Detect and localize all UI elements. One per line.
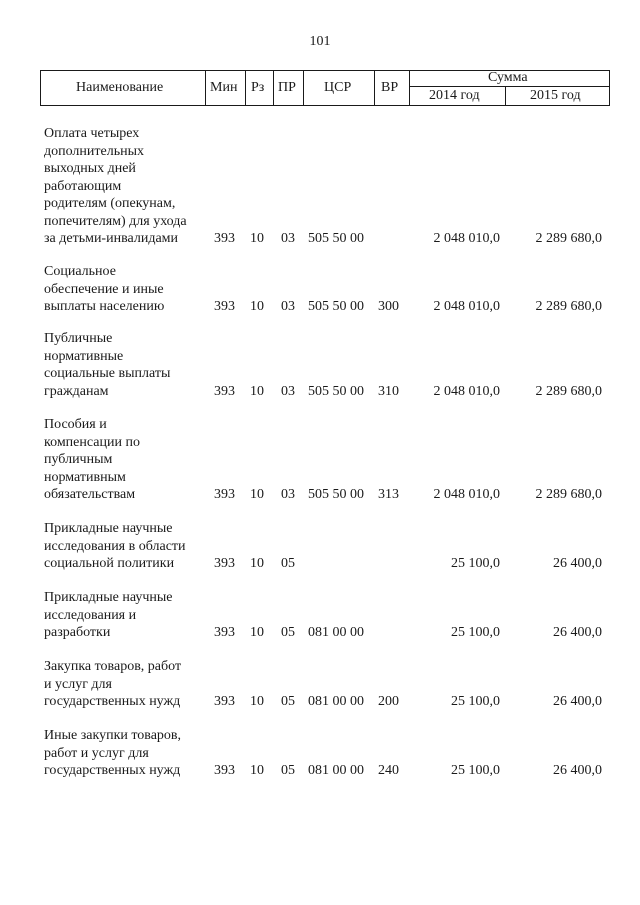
row-name-line: работающим bbox=[44, 178, 122, 194]
header-year-2015: 2015 год bbox=[530, 88, 581, 103]
row-name-line: разработки bbox=[44, 625, 111, 640]
cell-sum-2015: 26 400,0 bbox=[553, 694, 602, 709]
row-name-line: выплаты населению bbox=[44, 299, 165, 314]
row-name bbox=[44, 263, 214, 316]
cell-vr: 200 bbox=[378, 694, 399, 709]
cell-csr: 505 50 00 bbox=[308, 383, 364, 399]
row-name bbox=[44, 589, 214, 642]
cell-sum-2015: 26 400,0 bbox=[553, 625, 602, 640]
cell-min: 393 bbox=[214, 299, 235, 314]
cell-sum-2014: 25 100,0 bbox=[451, 763, 500, 778]
cell-csr: 505 50 00 bbox=[308, 487, 364, 502]
cell-csr: 505 50 00 bbox=[308, 299, 364, 314]
cell-rz: 10 bbox=[250, 694, 264, 709]
sum-subheader-line bbox=[409, 86, 610, 87]
cell-min: 393 bbox=[214, 383, 235, 399]
table-row bbox=[0, 727, 640, 780]
cell-csr: 081 00 00 bbox=[308, 763, 364, 778]
cell-rz: 10 bbox=[250, 487, 264, 502]
row-name-line: исследования и bbox=[44, 607, 137, 623]
row-name-line: Оплата четырех bbox=[44, 126, 140, 141]
cell-sum-2014: 25 100,0 bbox=[451, 625, 500, 640]
header-bottom-border bbox=[40, 105, 610, 106]
table-header bbox=[40, 70, 610, 106]
row-name-line: Закупка товаров, работ bbox=[44, 659, 182, 674]
cell-rz: 10 bbox=[250, 299, 264, 314]
cell-sum-2014: 2 048 010,0 bbox=[433, 299, 500, 314]
row-name-line: социальные выплаты bbox=[44, 366, 171, 381]
row-name bbox=[44, 416, 214, 504]
cell-sum-2014: 25 100,0 bbox=[451, 694, 500, 709]
row-name-line: работ и услуг для bbox=[44, 745, 149, 761]
table-row bbox=[0, 520, 640, 573]
row-name bbox=[44, 330, 214, 400]
row-name-line: публичным bbox=[44, 452, 113, 467]
cell-vr: 300 bbox=[378, 299, 399, 314]
page-number: 101 bbox=[309, 34, 331, 49]
row-name-line: нормативные bbox=[44, 348, 124, 364]
cell-pr: 05 bbox=[281, 763, 295, 778]
header-right-border bbox=[609, 70, 610, 106]
cell-vr: 240 bbox=[378, 763, 399, 778]
row-name-line: Пособия и bbox=[44, 417, 107, 432]
cell-csr: 081 00 00 bbox=[308, 694, 364, 709]
header-vr: ВР bbox=[381, 80, 399, 95]
col-sep-csr bbox=[303, 70, 304, 106]
table-row bbox=[0, 416, 640, 504]
row-name-line: нормативным bbox=[44, 469, 126, 485]
header-year-2014: 2014 год bbox=[429, 88, 480, 103]
header-name: Наименование bbox=[76, 80, 164, 95]
col-sep-min bbox=[205, 70, 206, 106]
header-pr: ПР bbox=[278, 80, 296, 95]
header-sum: Сумма bbox=[488, 70, 528, 85]
cell-rz: 10 bbox=[250, 383, 264, 399]
cell-sum-2015: 26 400,0 bbox=[553, 763, 602, 778]
cell-sum-2014: 2 048 010,0 bbox=[433, 487, 500, 502]
col-sep-pr bbox=[273, 70, 274, 106]
table-row bbox=[0, 589, 640, 642]
table-row bbox=[0, 658, 640, 711]
row-name-line: обеспечение и иные bbox=[44, 281, 164, 297]
row-name-line: попечителям) для ухода bbox=[44, 213, 187, 229]
cell-vr: 310 bbox=[378, 383, 399, 399]
cell-rz: 10 bbox=[250, 763, 264, 778]
cell-pr: 03 bbox=[281, 299, 295, 314]
row-name-line: Прикладные научные bbox=[44, 521, 173, 536]
cell-sum-2014: 2 048 010,0 bbox=[433, 231, 500, 246]
cell-pr: 03 bbox=[281, 383, 295, 399]
cell-sum-2015: 26 400,0 bbox=[553, 556, 602, 571]
header-csr: ЦСР bbox=[324, 80, 352, 95]
header-left-border bbox=[40, 70, 41, 106]
header-min: Мин bbox=[210, 80, 238, 95]
cell-rz: 10 bbox=[250, 625, 264, 640]
row-name-line: Публичные bbox=[44, 331, 113, 346]
cell-sum-2015: 2 289 680,0 bbox=[535, 487, 602, 502]
row-name-line: Иные закупки товаров, bbox=[44, 728, 182, 743]
row-name-line: и услуг для bbox=[44, 676, 112, 692]
cell-sum-2014: 25 100,0 bbox=[451, 556, 500, 571]
header-rz: Рз bbox=[251, 80, 265, 95]
cell-min: 393 bbox=[214, 231, 235, 246]
cell-pr: 05 bbox=[281, 556, 295, 571]
row-name-line: Прикладные научные bbox=[44, 590, 173, 605]
cell-min: 393 bbox=[214, 556, 235, 571]
col-sep-years bbox=[505, 86, 506, 106]
table-row bbox=[0, 263, 640, 316]
cell-pr: 05 bbox=[281, 625, 295, 640]
cell-csr: 081 00 00 bbox=[308, 625, 364, 640]
row-name bbox=[44, 125, 214, 248]
row-name-line: гражданам bbox=[44, 383, 109, 399]
row-name-line: обязательствам bbox=[44, 487, 136, 502]
cell-min: 393 bbox=[214, 487, 235, 502]
cell-sum-2015: 2 289 680,0 bbox=[535, 299, 602, 314]
col-sep-vr bbox=[374, 70, 375, 106]
cell-csr: 505 50 00 bbox=[308, 231, 364, 246]
cell-pr: 05 bbox=[281, 694, 295, 709]
cell-rz: 10 bbox=[250, 556, 264, 571]
cell-pr: 03 bbox=[281, 231, 295, 246]
row-name-line: социальной политики bbox=[44, 556, 175, 571]
row-name-line: исследования в области bbox=[44, 538, 186, 554]
row-name-line: государственных нужд bbox=[44, 694, 181, 709]
row-name-line: родителям (опекунам, bbox=[44, 196, 176, 211]
row-name bbox=[44, 658, 214, 711]
row-name-line: выходных дней bbox=[44, 161, 136, 176]
cell-vr: 313 bbox=[378, 487, 399, 502]
row-name bbox=[44, 520, 214, 573]
cell-sum-2015: 2 289 680,0 bbox=[535, 383, 602, 399]
col-sep-rz bbox=[245, 70, 246, 106]
row-name bbox=[44, 727, 214, 780]
cell-rz: 10 bbox=[250, 231, 264, 246]
row-name-line: дополнительных bbox=[44, 143, 145, 159]
col-sep-sum bbox=[409, 70, 410, 106]
cell-min: 393 bbox=[214, 694, 235, 709]
cell-min: 393 bbox=[214, 625, 235, 640]
row-name-line: за детьми-инвалидами bbox=[44, 231, 179, 246]
cell-pr: 03 bbox=[281, 487, 295, 502]
table-row bbox=[0, 125, 640, 248]
row-name-line: Социальное bbox=[44, 264, 116, 279]
cell-min: 393 bbox=[214, 763, 235, 778]
cell-sum-2014: 2 048 010,0 bbox=[433, 383, 500, 399]
cell-sum-2015: 2 289 680,0 bbox=[535, 231, 602, 246]
table-row bbox=[0, 330, 640, 400]
row-name-line: государственных нужд bbox=[44, 763, 181, 778]
row-name-line: компенсации по bbox=[44, 434, 140, 450]
